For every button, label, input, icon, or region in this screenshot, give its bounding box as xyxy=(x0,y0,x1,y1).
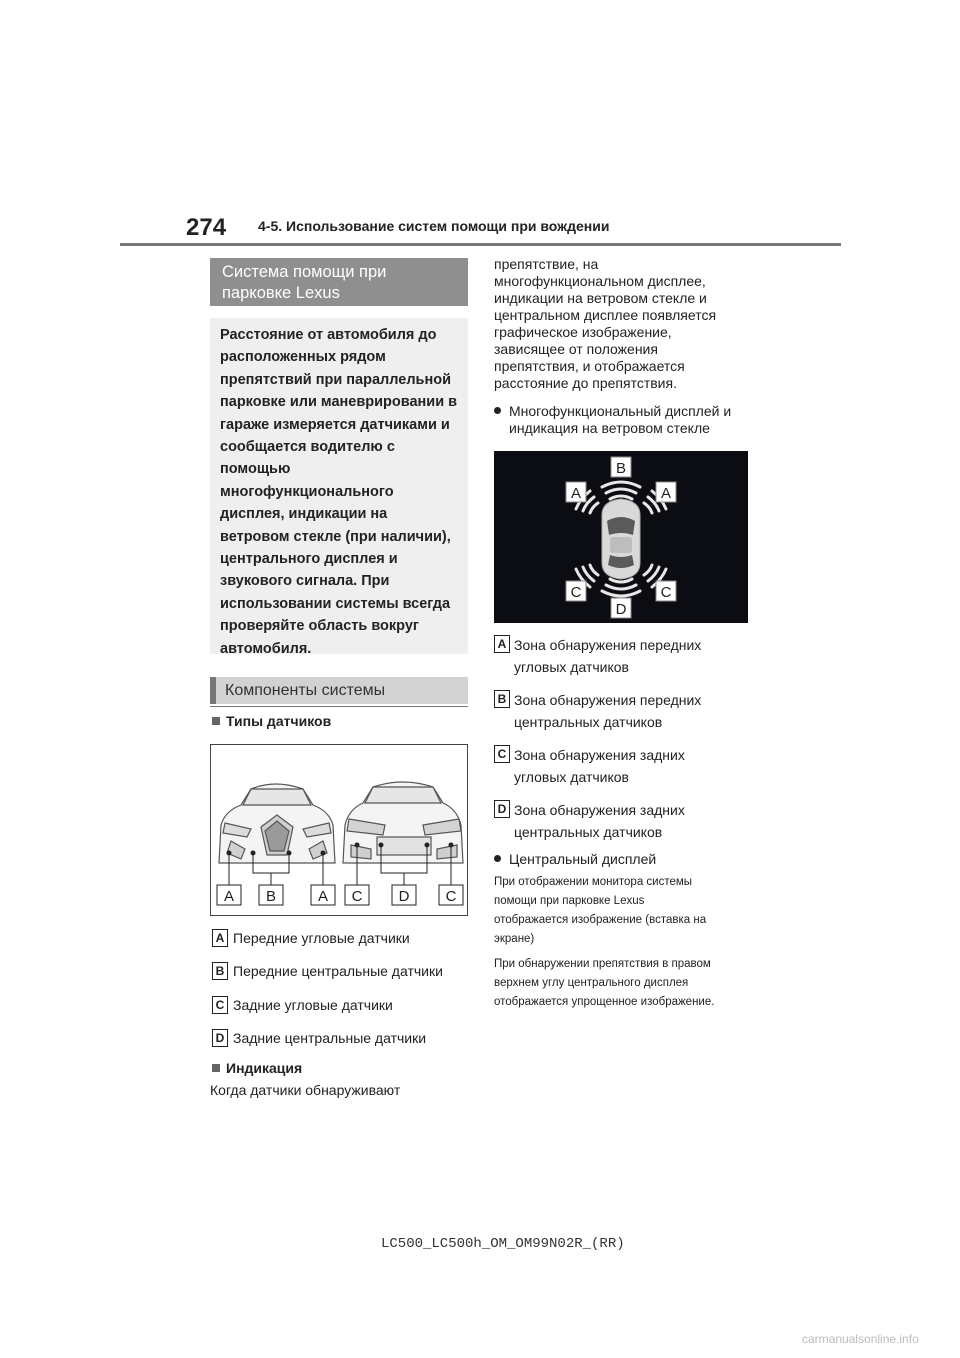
intro-line: Расстояние от автомобиля до xyxy=(220,327,437,343)
note-line: При обнаружении препятствия в правом xyxy=(494,958,711,970)
sensor-types-heading xyxy=(212,713,331,729)
legend-text: Передние центральные датчики xyxy=(233,963,443,979)
intro-line: ветровом стекле (при наличии), xyxy=(220,528,451,545)
text-line: индикации на ветровом стекле и xyxy=(494,290,707,306)
zone-legend-line1: Зона обнаружения передних xyxy=(514,637,702,653)
bullet-multi-display xyxy=(494,403,774,437)
intro-line: проверяйте область вокруг xyxy=(220,618,419,635)
indication-text: Когда датчики обнаруживают xyxy=(210,1082,401,1098)
zone-legend-line2: центральных датчиков xyxy=(514,824,663,840)
intro-line: сообщается водителю с xyxy=(220,439,395,456)
intro-line: парковке или маневрировании в xyxy=(220,394,458,411)
badge-a: A xyxy=(494,635,510,653)
indication-heading-text: Индикация xyxy=(226,1060,303,1076)
legend-item xyxy=(212,996,468,1016)
zone-legend-item xyxy=(494,690,774,734)
figure-label-b: B xyxy=(265,888,277,905)
chapter-title-box xyxy=(210,258,468,306)
car-sensors-illustration xyxy=(211,745,467,915)
indication-heading xyxy=(212,1060,302,1076)
zone-legend-line1: Зона обнаружения передних xyxy=(514,692,702,708)
zone-legend-item xyxy=(494,800,774,844)
text-line: зависящее от положения xyxy=(494,341,658,357)
zone-legend-item xyxy=(494,745,774,789)
detection-zone-illustration xyxy=(494,451,748,623)
legend-text: Задние центральные датчики xyxy=(233,1030,427,1046)
intro-line: дисплея, индикации на xyxy=(220,506,388,523)
header-rule xyxy=(120,243,841,246)
components-rule xyxy=(210,706,468,707)
text-line: препятствие, на xyxy=(494,256,599,272)
intro-line: многофункционального xyxy=(220,483,394,500)
intro-line: использовании системы всегда xyxy=(220,595,451,612)
text-line: центральном дисплее появляется xyxy=(494,307,717,323)
legend-item xyxy=(212,929,468,949)
note-line: помощи при парковке Lexus xyxy=(494,895,645,907)
legend-item xyxy=(212,962,468,982)
badge-c: C xyxy=(494,745,510,763)
legend-text: Передние угловые датчики xyxy=(233,930,410,946)
bullet-center-display xyxy=(494,851,656,868)
footer-code: LC500_LC500h_OM_OM99N02R_(RR) xyxy=(381,1236,625,1252)
bullet-text: Многофункциональный дисплей и xyxy=(509,403,732,419)
figure-label-d: D xyxy=(398,888,410,905)
section-title: 4-5. Использование систем помощи при вождении xyxy=(258,218,610,234)
text-line: расстояние до препятствия. xyxy=(494,375,677,391)
chapter-title-line2: парковке Lexus xyxy=(222,284,340,302)
figure-label-a: A xyxy=(223,888,235,905)
figure-label-a: A xyxy=(317,888,329,905)
text-line: препятствия, и отображается xyxy=(494,358,685,374)
zone-legend-item xyxy=(494,635,774,679)
zone-legend-line2: угловых датчиков xyxy=(514,769,629,785)
note-line: отображается изображение (вставка на xyxy=(494,914,707,926)
sensor-location-figure xyxy=(210,744,468,916)
note-line: При отображении монитора системы xyxy=(494,876,693,888)
note-line: верхнем углу центрального дисплея xyxy=(494,977,689,989)
badge-d: D xyxy=(212,1029,228,1047)
zone-label-b: B xyxy=(615,460,627,477)
sensor-types-heading-text: Типы датчиков xyxy=(226,713,332,729)
badge-d: D xyxy=(494,800,510,818)
note-line: отображается упрощенное изображение. xyxy=(494,996,715,1008)
badge-a: A xyxy=(212,929,228,947)
note-line: экране) xyxy=(494,933,535,945)
center-display-note-2 xyxy=(494,955,774,1012)
zone-legend-line2: угловых датчиков xyxy=(514,659,629,675)
intro-line: центрального дисплея и xyxy=(220,551,398,568)
zone-legend-line2: центральных датчиков xyxy=(514,714,663,730)
bullet-text: Центральный дисплей xyxy=(509,851,657,867)
text-line: графическое изображение, xyxy=(494,324,672,340)
intro-line: препятствий при параллельной xyxy=(220,371,451,388)
badge-b: B xyxy=(212,962,228,980)
watermark: carmanualsonline.info xyxy=(802,1332,919,1346)
zone-label-a: A xyxy=(660,485,672,502)
components-heading: Компоненты системы xyxy=(210,677,468,704)
bullet-text: индикация на ветровом стекле xyxy=(509,420,710,436)
indication-continued xyxy=(494,256,794,392)
intro-line: помощью xyxy=(220,461,291,478)
intro-line: звукового сигнала. При xyxy=(220,573,390,590)
square-bullet-icon xyxy=(212,1064,220,1072)
page-number: 274 xyxy=(186,214,227,241)
zone-label-d: D xyxy=(615,601,627,618)
legend-text: Задние угловые датчики xyxy=(233,997,393,1013)
legend-item xyxy=(212,1029,468,1049)
badge-c: C xyxy=(212,996,228,1014)
intro-box xyxy=(210,318,468,657)
detection-zone-figure xyxy=(494,451,748,623)
intro-line: расположенных рядом xyxy=(220,349,386,366)
zone-legend-line1: Зона обнаружения задних xyxy=(514,747,685,763)
zone-label-c: C xyxy=(660,584,672,601)
intro-line: гараже измеряется датчиками и xyxy=(220,416,450,433)
square-bullet-icon xyxy=(212,717,220,725)
zone-legend-line1: Зона обнаружения задних xyxy=(514,802,685,818)
figure-label-c: C xyxy=(445,888,457,905)
chapter-title-line1: Система помощи при xyxy=(222,263,387,281)
center-display-note-1 xyxy=(494,873,774,949)
bullet-icon xyxy=(494,407,501,414)
intro-line: автомобиля. xyxy=(220,640,312,657)
zone-label-a: A xyxy=(570,485,582,502)
bullet-icon xyxy=(494,855,501,862)
text-line: многофункциональном дисплее, xyxy=(494,273,706,289)
zone-label-c: C xyxy=(570,584,582,601)
figure-label-c: C xyxy=(351,888,363,905)
badge-b: B xyxy=(494,690,510,708)
